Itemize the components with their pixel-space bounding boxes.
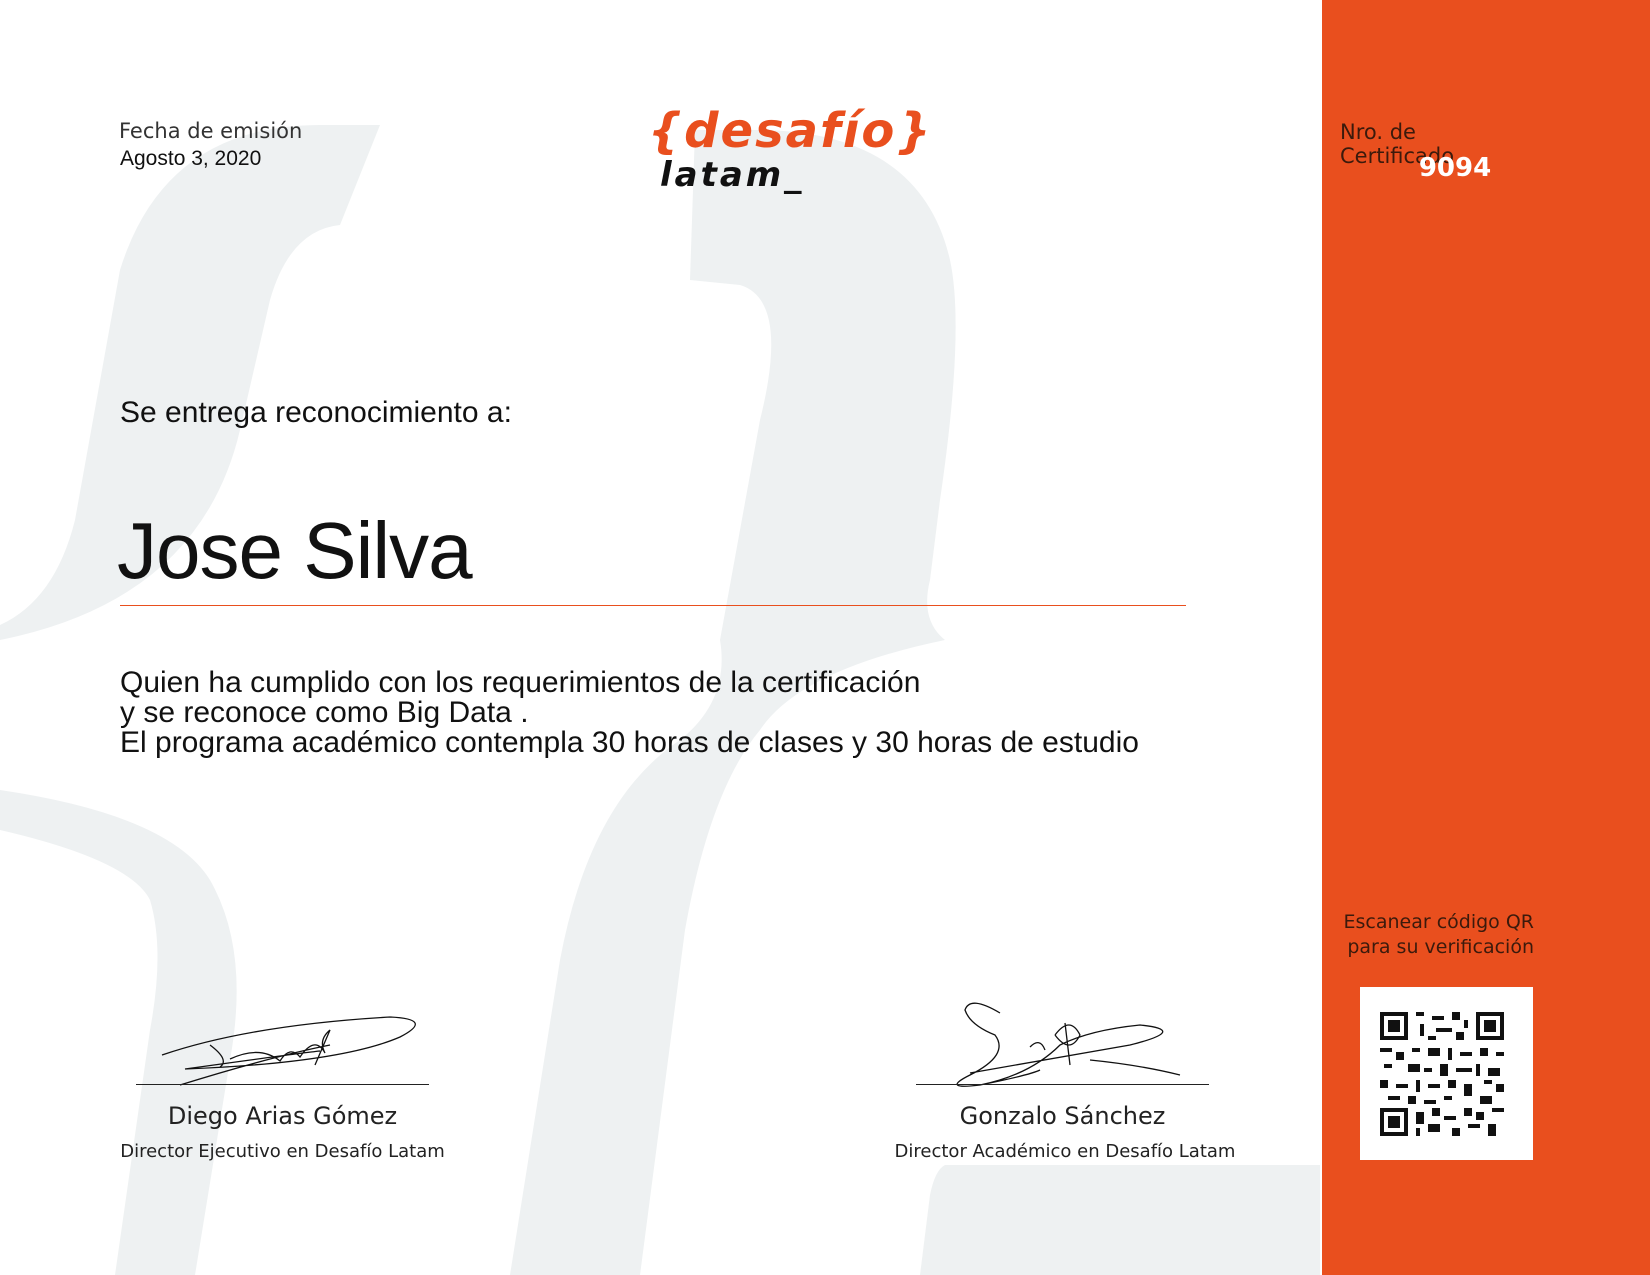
certification-description [120,668,1139,758]
signer-1-role: Director Ejecutivo en Desafío Latam [120,1141,445,1162]
description-line: Quien ha cumplido con los requerimientos de la certificación [120,666,921,699]
logo-subtitle: latam_ [660,155,805,195]
signer-1-name: Diego Arias Gómez [167,1102,398,1130]
signature-1-line [136,1084,429,1085]
logo-wordmark: {desafío} [648,103,933,159]
signer-2-role: Director Académico en Desafío Latam [894,1141,1236,1162]
signer-2-name: Gonzalo Sánchez [959,1102,1166,1130]
signature-2 [940,995,1200,1095]
name-underline [120,605,1186,606]
signature-2-line [916,1084,1209,1085]
certificate-number: 9094 [1418,153,1492,183]
qr-caption [1338,910,1534,960]
description-line: El programa académico contempla 30 horas de clases y 30 horas de estudio [120,726,1139,759]
description-line: y se reconoce como Big Data . [120,696,529,729]
issue-date-label: Fecha de emisión [119,119,303,143]
desafio-latam-logo [648,103,933,203]
certificate-number-label: Nro. de Certificado [1340,120,1455,168]
qr-caption-line: para su verificación [1347,936,1534,958]
signature-1 [150,1005,450,1095]
issue-date-value: Agosto 3, 2020 [120,147,262,170]
recipient-name: Jose Silva [117,506,472,595]
intro-text: Se entrega reconocimiento a: [120,396,512,429]
qr-code-box[interactable] [1360,987,1533,1160]
qr-code [1380,1012,1504,1136]
qr-caption-line: Escanear código QR [1343,911,1534,933]
